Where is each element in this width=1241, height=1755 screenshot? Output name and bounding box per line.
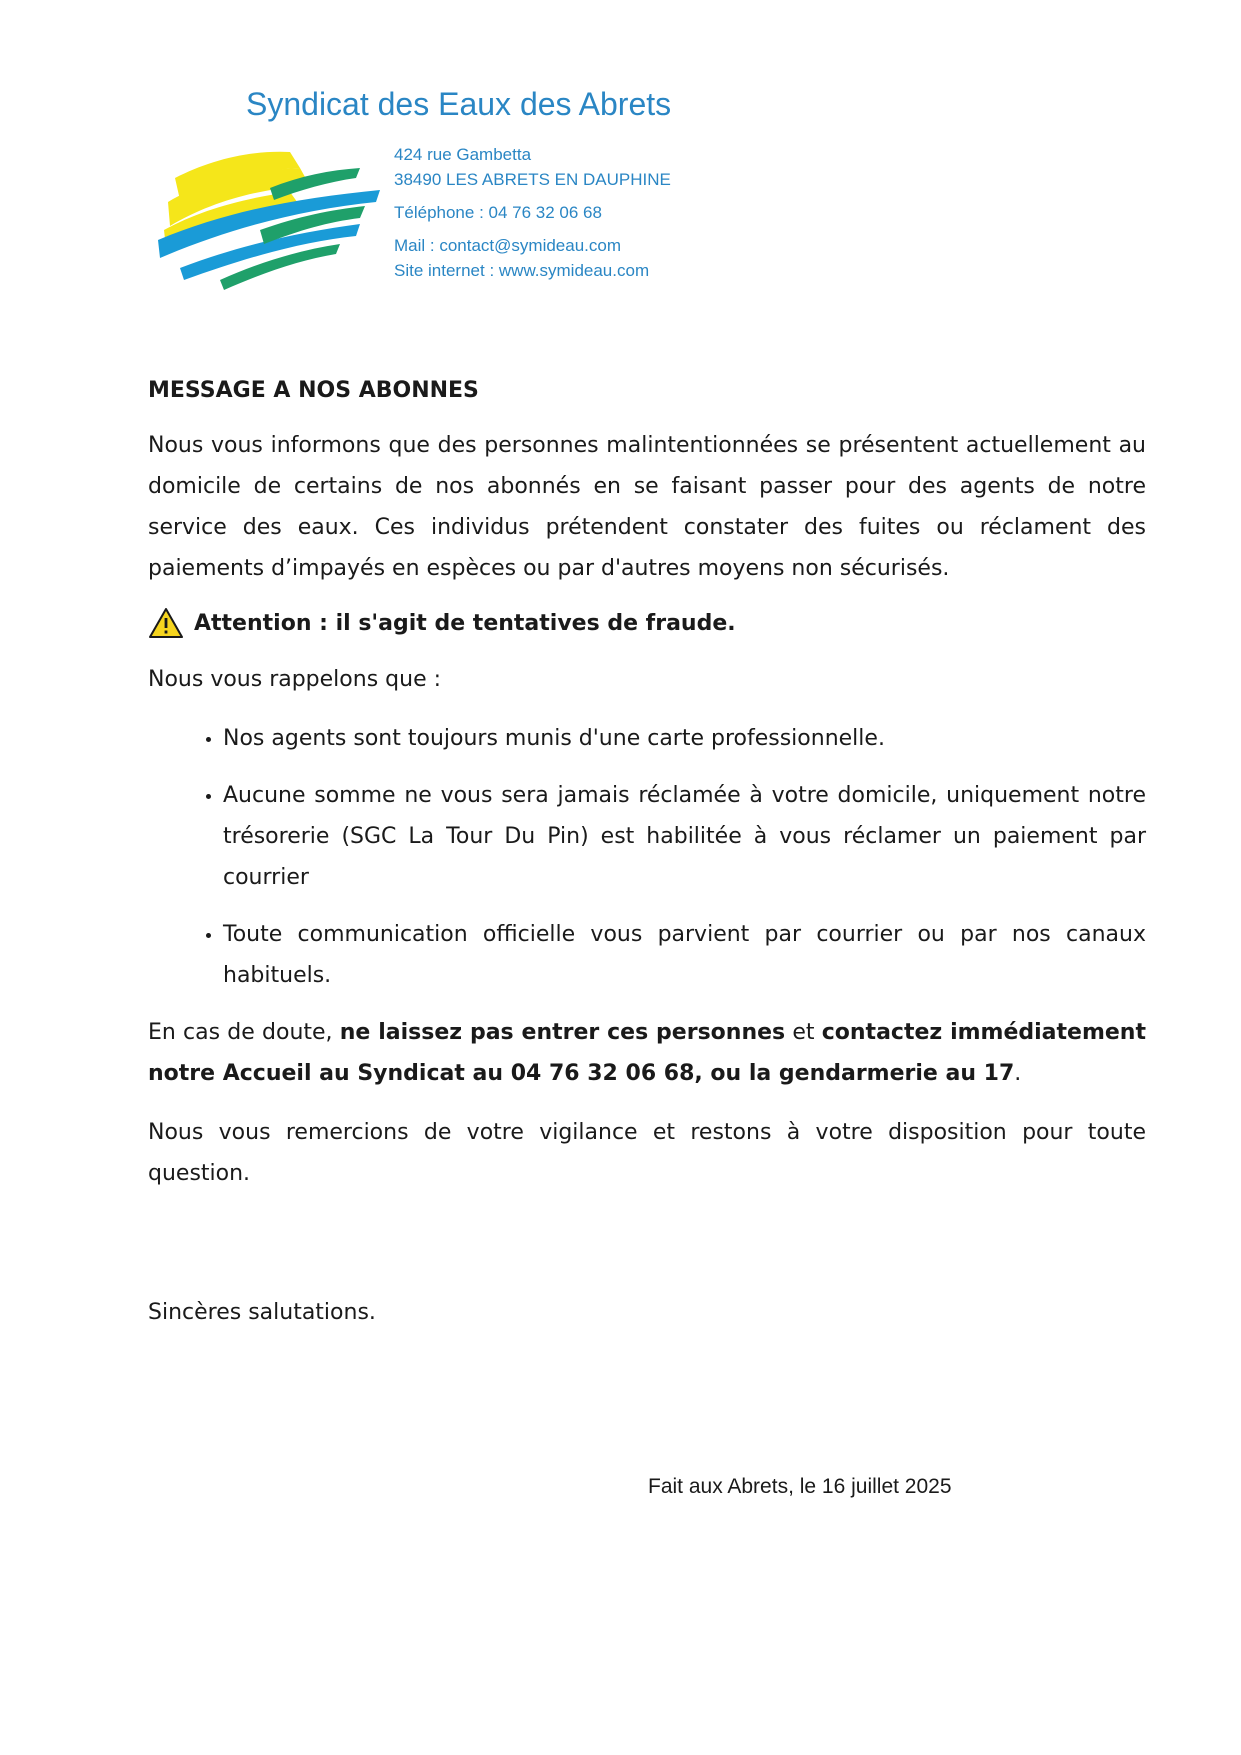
thanks-paragraph: Nous vous remercions de votre vigilance et restons à votre disposition pour toute question.	[148, 1120, 1146, 1186]
doubt-bold-2: contactez immédiatement notre Accueil au Syndicat au 04 76 32 06 68, ou la gendarmerie au 17	[148, 1020, 1146, 1086]
date-line: Fait aux Abrets, le 16 juillet 2025	[648, 1475, 952, 1498]
intro-paragraph: Nous vous informons que des personnes malintentionnées se présentent actuellement au domicile de certains de nos abonnés en se faisant passer pour des agents de notre service des eaux. Ces individus prétendent constater des fuites ou réclament des paiements d’impayés en espèces ou par d'autres moyens non sécurisés.	[148, 433, 1146, 581]
doubt-bold-1: ne laissez pas entrer ces personnes	[339, 1020, 786, 1045]
org-name: Syndicat des Eaux des Abrets	[246, 86, 672, 122]
list-item: • Nos agents sont toujours munis d'une carte professionnelle.	[223, 718, 1146, 759]
warning-triangle-icon	[148, 607, 184, 639]
closing-salutation: Sincères salutations.	[148, 1300, 376, 1325]
reminder-intro: Nous vous rappelons que :	[148, 667, 442, 692]
doubt-text-2: et	[785, 1020, 822, 1045]
reminder-list	[148, 718, 1146, 996]
list-item: • Toute communication officielle vous parvient par courrier ou par nos canaux habituels.	[223, 914, 1146, 996]
address-line-1: 424 rue Gambetta	[394, 145, 532, 164]
letter-title: MESSAGE A NOS ABONNES	[148, 378, 479, 403]
doubt-paragraph	[148, 1012, 1146, 1094]
contact-block	[394, 142, 671, 283]
letterhead	[150, 80, 710, 300]
list-item: • Aucune somme ne vous sera jamais réclamée à votre domicile, uniquement notre trésorerie (SGC La Tour Du Pin) est habilitée à vous réclamer un paiement par courrier	[223, 775, 1146, 898]
website: Site internet : www.symideau.com	[394, 261, 650, 280]
warning-text: Attention : il s'agit de tentatives de fraude.	[194, 610, 736, 636]
doubt-text-3: .	[1014, 1061, 1022, 1086]
mail: Mail : contact@symideau.com	[394, 236, 622, 255]
warning-line	[148, 607, 1146, 639]
sun-water-waves-logo	[150, 140, 390, 290]
letter-body	[148, 378, 1146, 1333]
phone: Téléphone : 04 76 32 06 68	[394, 203, 602, 222]
doubt-text-1: En cas de doute,	[148, 1020, 340, 1045]
address-line-2: 38490 LES ABRETS EN DAUPHINE	[394, 170, 671, 189]
